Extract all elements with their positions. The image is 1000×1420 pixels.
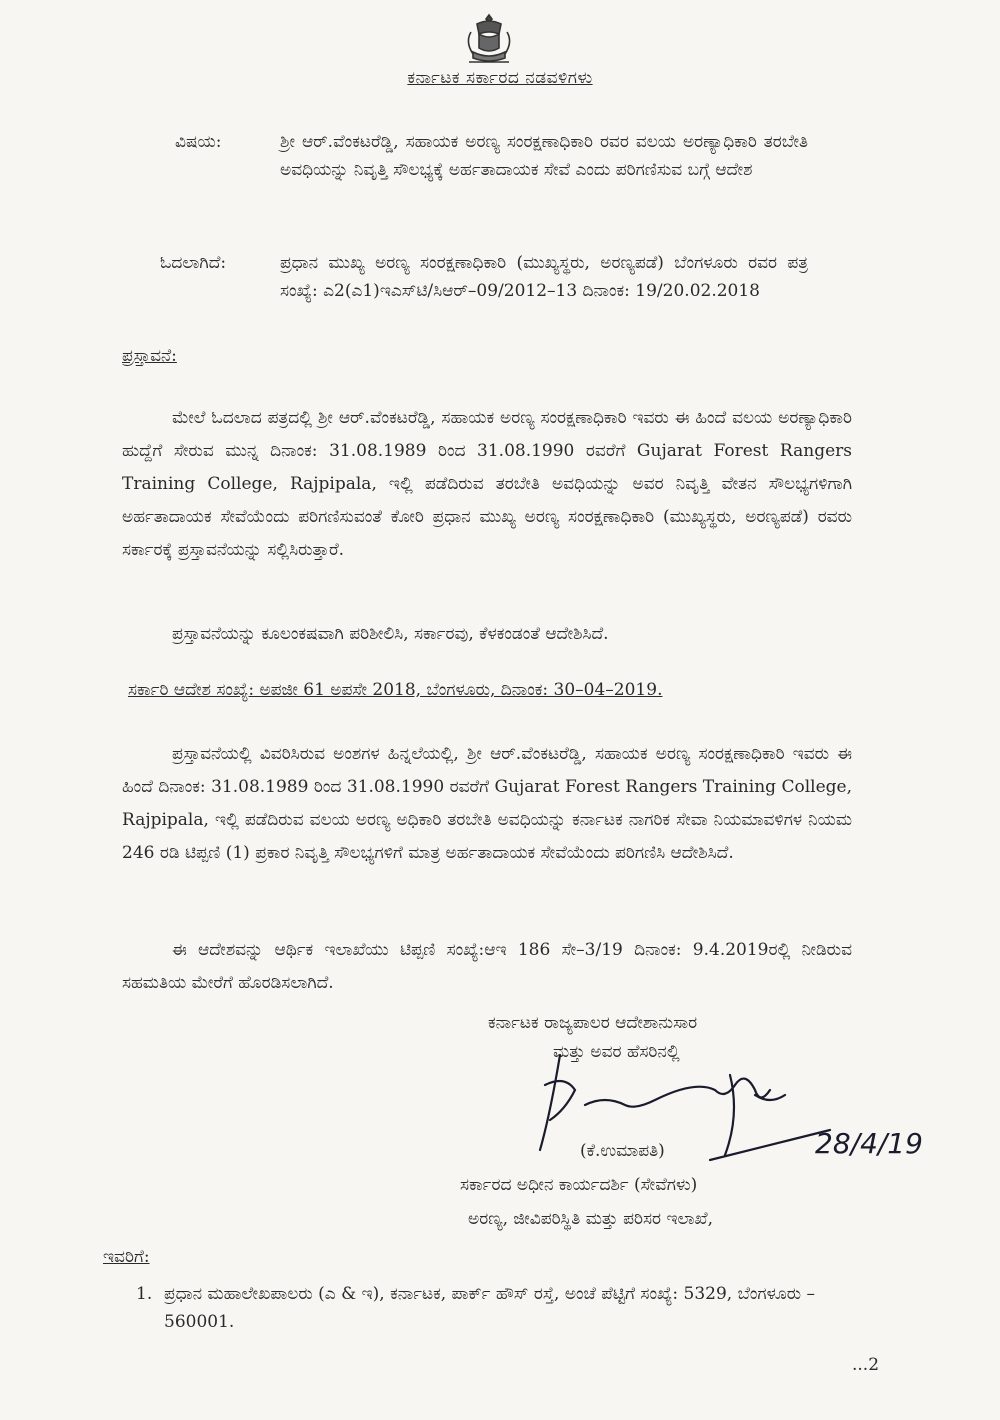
government-emblem-icon (461, 12, 517, 66)
preamble-paragraph-1: ಮೇಲೆ ಓದಲಾದ ಪತ್ರದಲ್ಲಿ ಶ್ರೀ ಆರ್.ವೆಂಕಟರೆಡ್ಡಿ, ಸಹಾಯಕ ಅರಣ್ಯ ಸಂರಕ್ಷಣಾಧಿಕಾರಿ ಇವರು ಈ ಹಿಂದೆ ವಲಯ ಅರಣ್ಯಾಧಿಕಾರಿ ಹುದ್ದೆಗೆ ಸೇರುವ ಮುನ್ನ ದಿನಾಂಕ: 31.08.1989 ರಿಂದ 31.08.1990 ರವರೆಗೆ Gujarat Forest Rangers Training College, Rajpipala, ಇಲ್ಲಿ ಪಡೆದಿರುವ ತರಬೇತಿ ಅವಧಿಯನ್ನು ಅವರ ನಿವೃತ್ತಿ ವೇತನ ಸೌಲಭ್ಯಗಳಿಗಾಗಿ ಅರ್ಹತಾದಾಯಕ ಸೇವೆಯೆಂದು ಪರಿಗಣಿಸುವಂತೆ ಕೋರಿ ಪ್ರಧಾನ ಮುಖ್ಯ ಅರಣ್ಯ ಸಂರಕ್ಷಣಾಧಿಕಾರಿ (ಮುಖ್ಯಸ್ಥರು, ಅರಣ್ಯಪಡೆ) ರವರು ಸರ್ಕಾರಕ್ಕೆ ಪ್ರಸ್ತಾವನೆಯನ್ನು ಸಲ್ಲಿಸಿರುತ್ತಾರೆ. (122, 408, 852, 560)
order-paragraph-1: ಪ್ರಸ್ತಾವನೆಯಲ್ಲಿ ವಿವರಿಸಿರುವ ಅಂಶಗಳ ಹಿನ್ನಲೆಯಲ್ಲಿ, ಶ್ರೀ ಆರ್.ವೆಂಕಟರೆಡ್ಡಿ, ಸಹಾಯಕ ಅರಣ್ಯ ಸಂರಕ್ಷಣಾಧಿಕಾರಿ ಇವರು ಈ ಹಿಂದೆ ದಿನಾಂಕ: 31.08.1989 ರಿಂದ 31.08.1990 ರವರೆಗೆ Gujarat Forest Rangers Training College, Rajpipala, ಇಲ್ಲಿ ಪಡೆದಿರುವ ವಲಯ ಅರಣ್ಯ ಅಧಿಕಾರಿ ತರಬೇತಿ ಅವಧಿಯನ್ನು ಕರ್ನಾಟಕ ನಾಗರಿಕ ಸೇವಾ ನಿಯಮಾವಳಿಗಳ ನಿಯಮ 246 ರಡಿ ಟಿಪ್ಪಣಿ (1) ಪ್ರಕಾರ ನಿವೃತ್ತಿ ಸೌಲಭ್ಯಗಳಿಗೆ ಮಾತ್ರ ಅರ್ಹತಾದಾಯಕ ಸೇವೆಯೆಂದು ಪರಿಗಣಿಸಿ ಆದೇಶಿಸಿದೆ. (122, 744, 852, 863)
order-number-line: ಸರ್ಕಾರಿ ಆದೇಶ ಸಂಖ್ಯೆ: ಅಪಜೀ 61 ಅಪಸೇ 2018, ಬೆಂಗಳೂರು, ದಿನಾಂಕ: 30–04–2019. (128, 680, 663, 700)
signatory-authority-line: ಕರ್ನಾಟಕ ರಾಜ್ಯಪಾಲರ ಆದೇಶಾನುಸಾರ (488, 1013, 698, 1033)
signatory-authority-line-2: ಮತ್ತು ಅವರ ಹೆಸರಿನಲ್ಲಿ (553, 1042, 680, 1062)
subject-body: ಶ್ರೀ ಆರ್.ವೆಂಕಟರೆಡ್ಡಿ, ಸಹಾಯಕ ಅರಣ್ಯ ಸಂರಕ್ಷಣಾಧಿಕಾರಿ ರವರ ವಲಯ ಅರಣ್ಯಾಧಿಕಾರಿ ತರಬೇತಿ ಅವಧಿಯನ್ನು ನಿವೃತ್ತಿ ಸೌಲಭ್ಯಕ್ಕೆ ಅರ್ಹತಾದಾಯಕ ಸೇವೆ ಎಂದು ಪರಿಗಣಿಸುವ ಬಗ್ಗೆ ಆದೇಶ (280, 132, 808, 180)
handwritten-signature (515, 1045, 923, 1175)
preamble-heading: ಪ್ರಸ್ತಾವನೆ: (122, 346, 177, 366)
read-body: ಪ್ರಧಾನ ಮುಖ್ಯ ಅರಣ್ಯ ಸಂರಕ್ಷಣಾಧಿಕಾರಿ (ಮುಖ್ಯಸ್ಥರು, ಅರಣ್ಯಪಡೆ) ಬೆಂಗಳೂರು ರವರ ಪತ್ರ ಸಂಖ್ಯೆ: ಎ2(ಎ1)ಇಎಸ್‌ಟಿ/ಸಿಆರ್–09/2012–13 ದಿನಾಂಕ: 19/20.02.2018 (280, 253, 808, 301)
recipient-item: ಪ್ರಧಾನ ಮಹಾಲೇಖಪಾಲರು (ಎ & ಇ), ಕರ್ನಾಟಕ, ಪಾರ್ಕ್ ಹೌಸ್ ರಸ್ತೆ, ಅಂಚೆ ಪೆಟ್ಟಿಗೆ ಸಂಖ್ಯೆ: 5329, ಬೆಂಗಳೂರು – 560001. (164, 1284, 815, 1332)
preamble-paragraph-2: ಪ್ರಸ್ತಾವನೆಯನ್ನು ಕೂಲಂಕಷವಾಗಿ ಪರಿಶೀಲಿಸಿ, ಸರ್ಕಾರವು, ಕೆಳಕಂಡಂತೆ ಆದೇಶಿಸಿದೆ. (172, 624, 609, 644)
recipients-heading: ಇವರಿಗೆ: (103, 1247, 150, 1267)
order-paragraph-2: ಈ ಆದೇಶವನ್ನು ಆರ್ಥಿಕ ಇಲಾಖೆಯು ಟಿಪ್ಪಣಿ ಸಂಖ್ಯೆ:ಆಇ 186 ಸೇ–3/19 ದಿನಾಂಕ: 9.4.2019ರಲ್ಲಿ ನೀಡಿರುವ ಸಹಮತಿಯ ಮೇರೆಗೆ ಹೊರಡಿಸಲಾಗಿದೆ. (122, 940, 852, 993)
page-continuation: ...2 (852, 1355, 880, 1375)
read-label: ಓದಲಾಗಿದೆ: (160, 253, 227, 273)
recipient-number: 1. (136, 1284, 153, 1304)
read-text (280, 249, 808, 305)
signatory-department: ಅರಣ್ಯ, ಜೀವಿಪರಿಸ್ಥಿತಿ ಮತ್ತು ಪರಿಸರ ಇಲಾಖೆ, (468, 1209, 713, 1229)
document-title: ಕರ್ನಾಟಕ ಸರ್ಕಾರದ ನಡವಳಿಗಳು (407, 68, 593, 88)
signatory-designation: ಸರ್ಕಾರದ ಅಧೀನ ಕಾರ್ಯದರ್ಶಿ (ಸೇವೆಗಳು) (460, 1175, 698, 1195)
signatory-name: (ಕೆ.ಉಮಾಪತಿ) (580, 1141, 665, 1161)
signature-date-text: 28/4/19 (815, 1127, 923, 1160)
subject-text (280, 128, 808, 184)
subject-label: ವಿಷಯ: (175, 132, 222, 152)
